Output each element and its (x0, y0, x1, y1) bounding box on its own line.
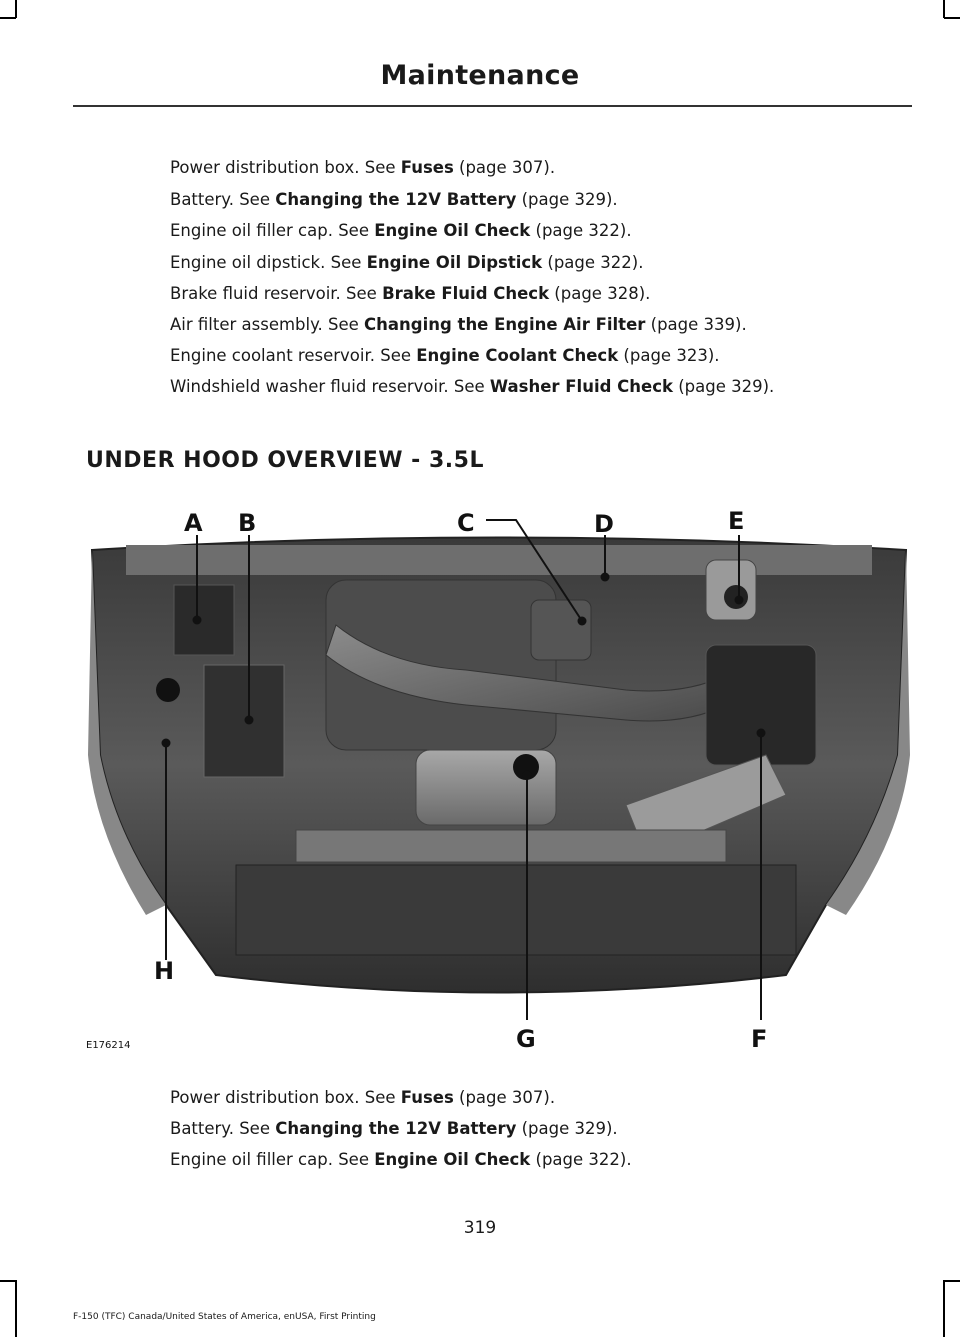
cross-reference-link[interactable]: Engine Oil Dipstick (366, 253, 543, 272)
page-number: 319 (463, 1218, 497, 1238)
crop-mark (15, 1280, 17, 1337)
footer-text: F-150 (TFC) Canada/United States of America, enUSA, First Printing (73, 1312, 376, 1322)
cross-reference-link[interactable]: Changing the Engine Air Filter (364, 315, 646, 334)
cross-reference-link[interactable]: Fuses (400, 1088, 454, 1107)
callout-label-b: B (238, 509, 257, 537)
cowl (126, 545, 872, 575)
cross-reference-link[interactable]: Engine Oil Check (374, 221, 531, 240)
cross-reference-link[interactable]: Changing the 12V Battery (275, 1119, 517, 1138)
engine-bay-illustration (86, 505, 912, 1053)
washer-fluid-cap (156, 678, 180, 702)
power-distribution-box (174, 585, 234, 655)
callout-label-d: D (594, 510, 614, 538)
crop-mark (944, 17, 960, 19)
section-heading: UNDER HOOD OVERVIEW - 3.5L (86, 448, 484, 473)
radiator-support (296, 830, 726, 862)
header-divider (73, 105, 912, 107)
crop-mark (0, 1280, 16, 1282)
cross-reference-link[interactable]: Changing the 12V Battery (275, 190, 517, 209)
callout-label-h: H (154, 957, 175, 985)
cross-reference-link[interactable]: Engine Oil Check (374, 1150, 531, 1169)
callout-label-f: F (751, 1025, 768, 1053)
figure-code: E176214 (86, 1040, 131, 1051)
cross-reference-link[interactable]: Fuses (400, 158, 454, 177)
battery (204, 665, 284, 777)
crop-mark (0, 17, 16, 19)
page-title: Maintenance (380, 60, 580, 91)
callout-label-g: G (516, 1025, 536, 1053)
cross-reference-link[interactable]: Engine Coolant Check (416, 346, 619, 365)
crop-mark (15, 0, 17, 18)
crop-mark (943, 1280, 945, 1337)
cross-reference-link[interactable]: Washer Fluid Check (489, 377, 673, 396)
crop-mark (944, 1280, 960, 1282)
callout-label-e: E (728, 507, 745, 535)
crop-mark (943, 0, 945, 18)
front-bumper-area (236, 865, 796, 955)
cross-reference-link[interactable]: Brake Fluid Check (382, 284, 550, 303)
oil-filler-area (531, 600, 591, 660)
callout-label-a: A (184, 509, 203, 537)
callout-label-c: C (457, 509, 475, 537)
